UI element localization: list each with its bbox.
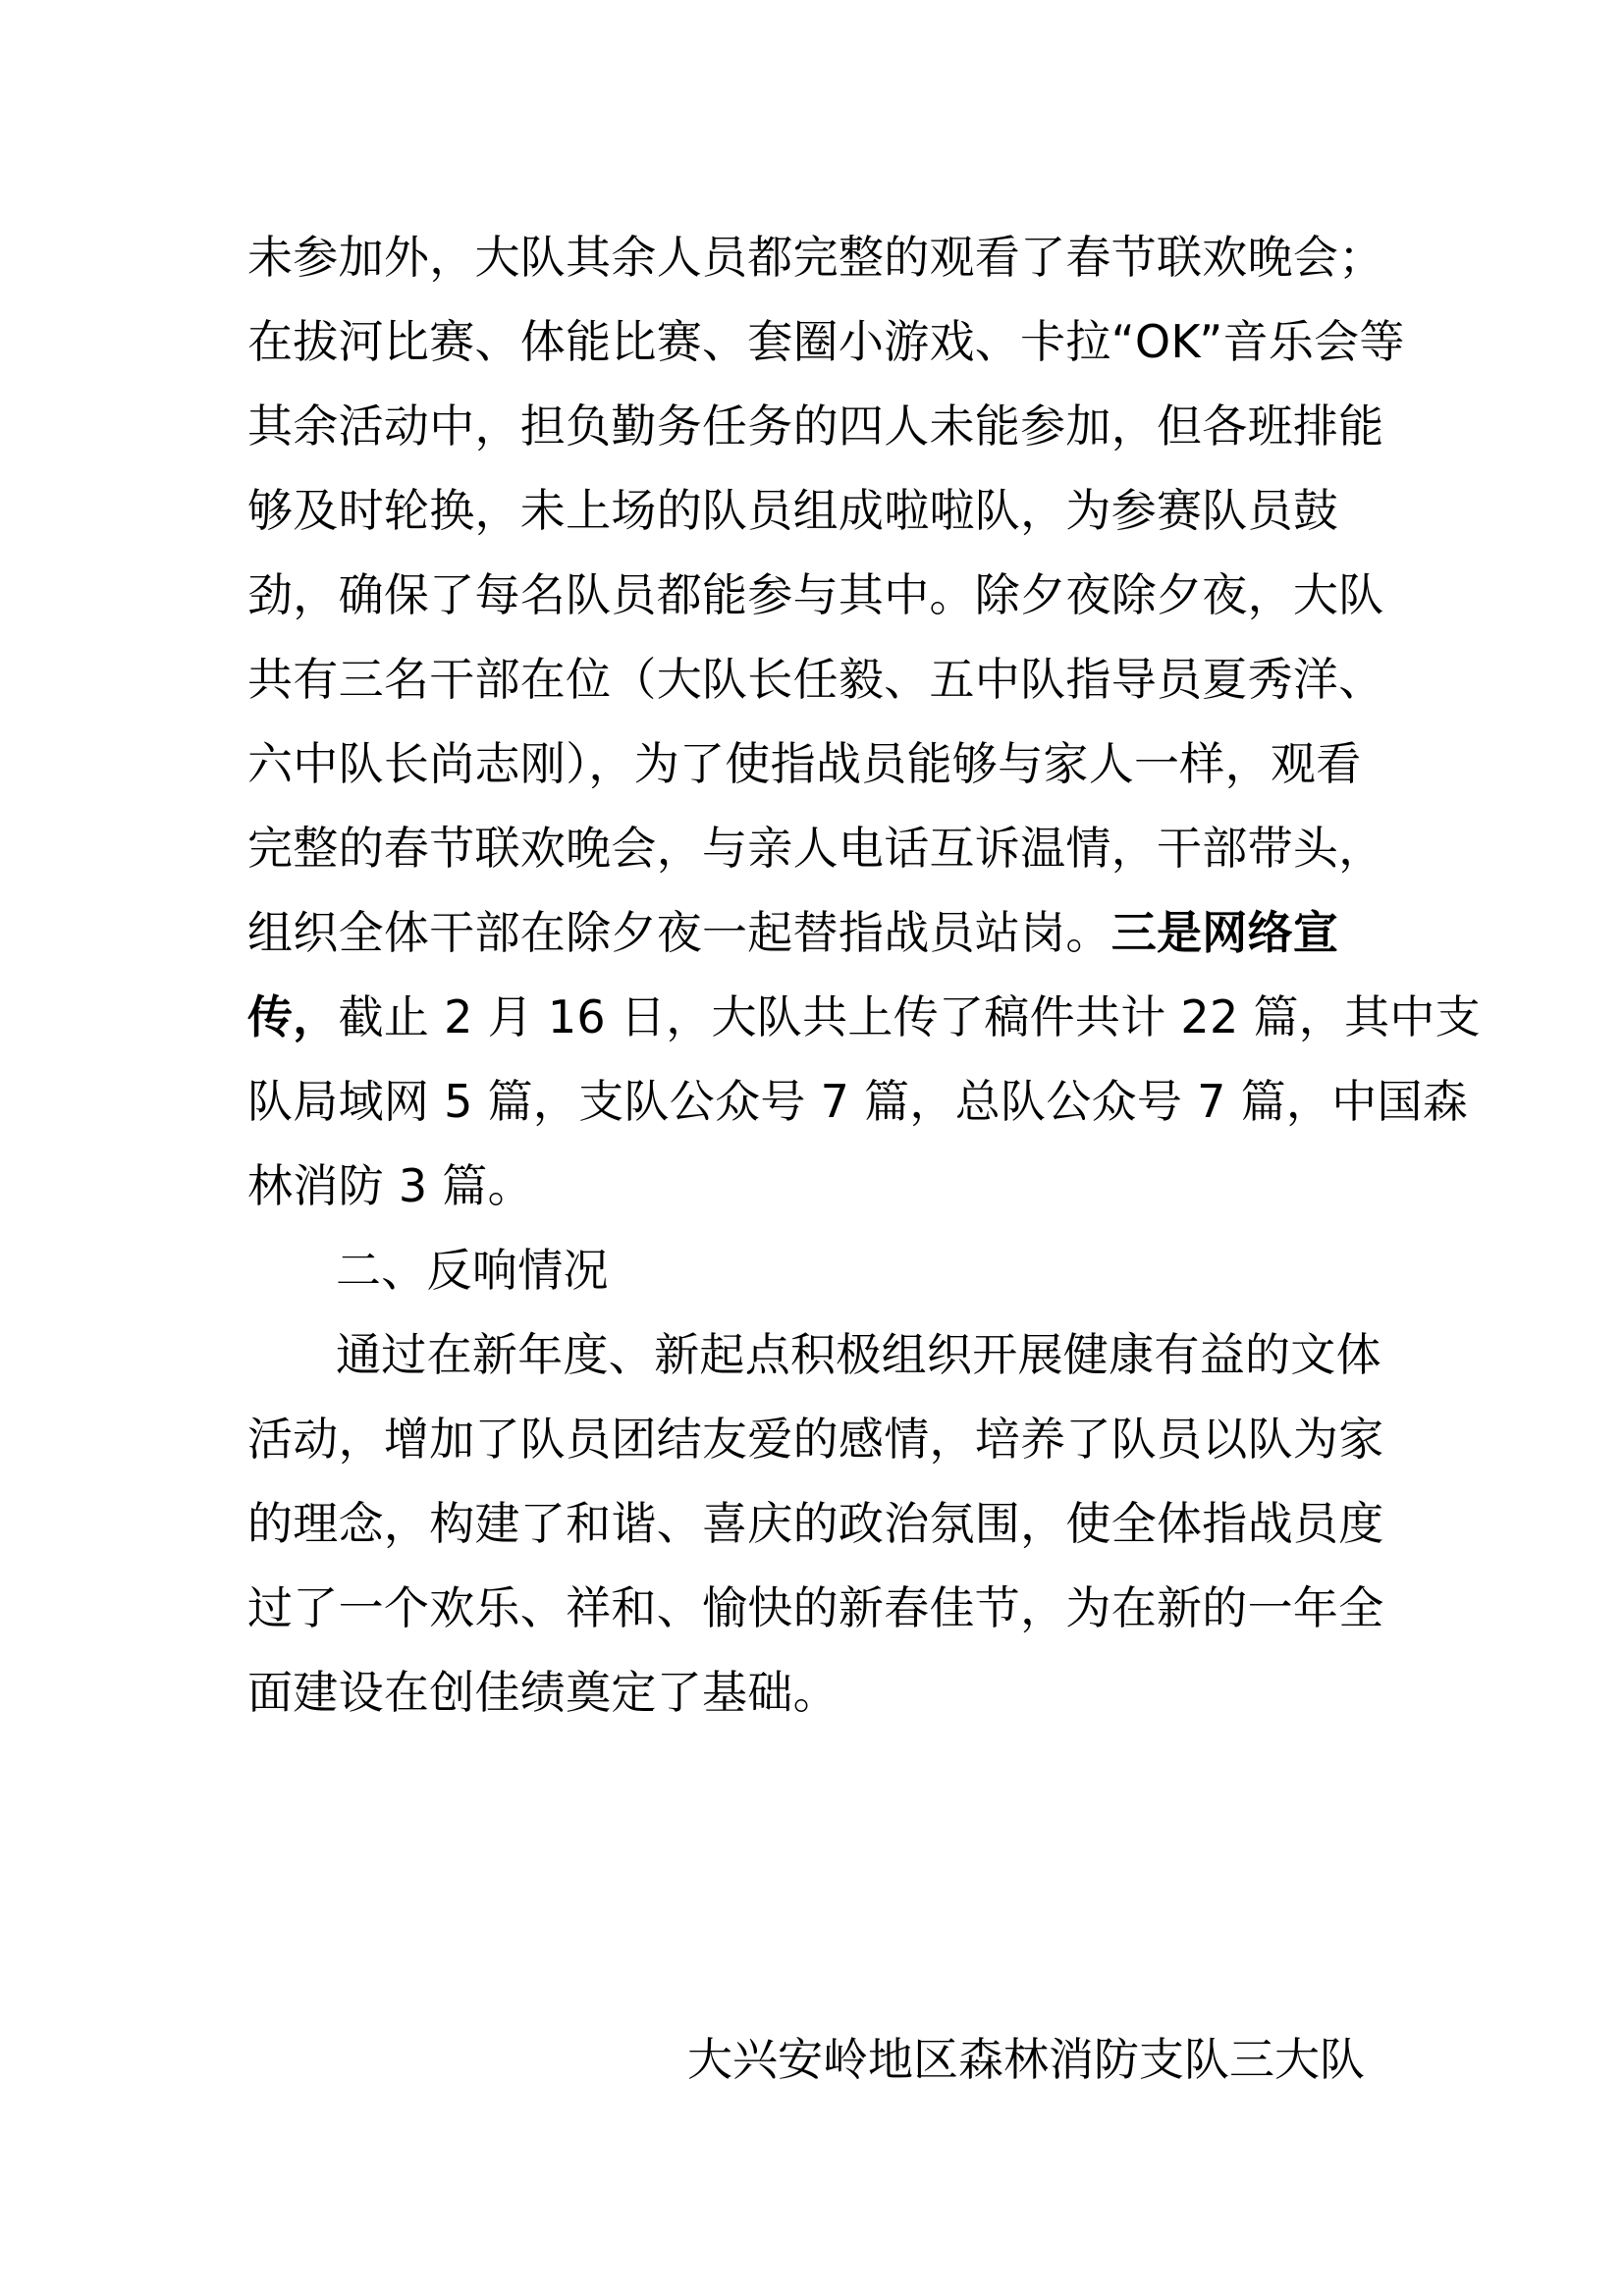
body-line: 活动，增加了队员团结友爱的感情，培养了队员以队为家 [247,1413,1384,1466]
body-line: 在拔河比赛、体能比赛、套圈小游戏、卡拉“OK”音乐会等 [247,315,1405,368]
body-line: 劲，确保了每名队员都能参与其中。除夕夜除夕夜，大队 [247,568,1384,621]
body-line: 通过在新年度、新起点积极组织开展健康有益的文体 [336,1328,1381,1381]
body-line: 够及时轮换，未上场的队员组成啦啦队，为参赛队员鼓 [247,484,1339,537]
body-text: 截止 2 月 16 日，大队共上传了稿件共计 22 篇，其中支 [338,990,1481,1043]
body-line: 其余活动中，担负勤务任务的四人未能参加，但各班排能 [247,400,1384,453]
body-line: 面建设在创佳绩奠定了基础。 [247,1666,839,1719]
body-line: 共有三名干部在位（大队长任毅、五中队指导员夏秀洋、 [247,653,1384,706]
body-line: 未参加外，大队其余人员都完整的观看了春节联欢晚会； [247,231,1384,284]
body-text: 组织全体干部在除夕夜一起替指战员站岗。 [247,906,1111,959]
body-line: 的理念，构建了和谐、喜庆的政治氛围，使全体指战员度 [247,1497,1384,1550]
body-line: 过了一个欢乐、祥和、愉快的新春佳节，为在新的一年全 [247,1581,1384,1634]
bold-lead-in: 三是网络宣 [1110,906,1339,959]
body-line: 队局域网 5 篇，支队公众号 7 篇，总队公众号 7 篇，中国森 [247,1075,1469,1128]
signature-organization: 大兴安岭地区森林消防支队三大队 [687,2033,1365,2086]
body-line: 六中队长尚志刚），为了使指战员能够与家人一样，观看 [247,737,1362,790]
body-line: 林消防 3 篇。 [247,1159,533,1212]
body-line [247,988,1481,1046]
body-line: 完整的春节联欢晚会，与亲人电话互诉温情，干部带头， [247,822,1384,875]
section-heading: 二、反响情况 [336,1244,609,1297]
bold-lead-in: 传， [247,990,339,1043]
body-line [247,903,1386,962]
